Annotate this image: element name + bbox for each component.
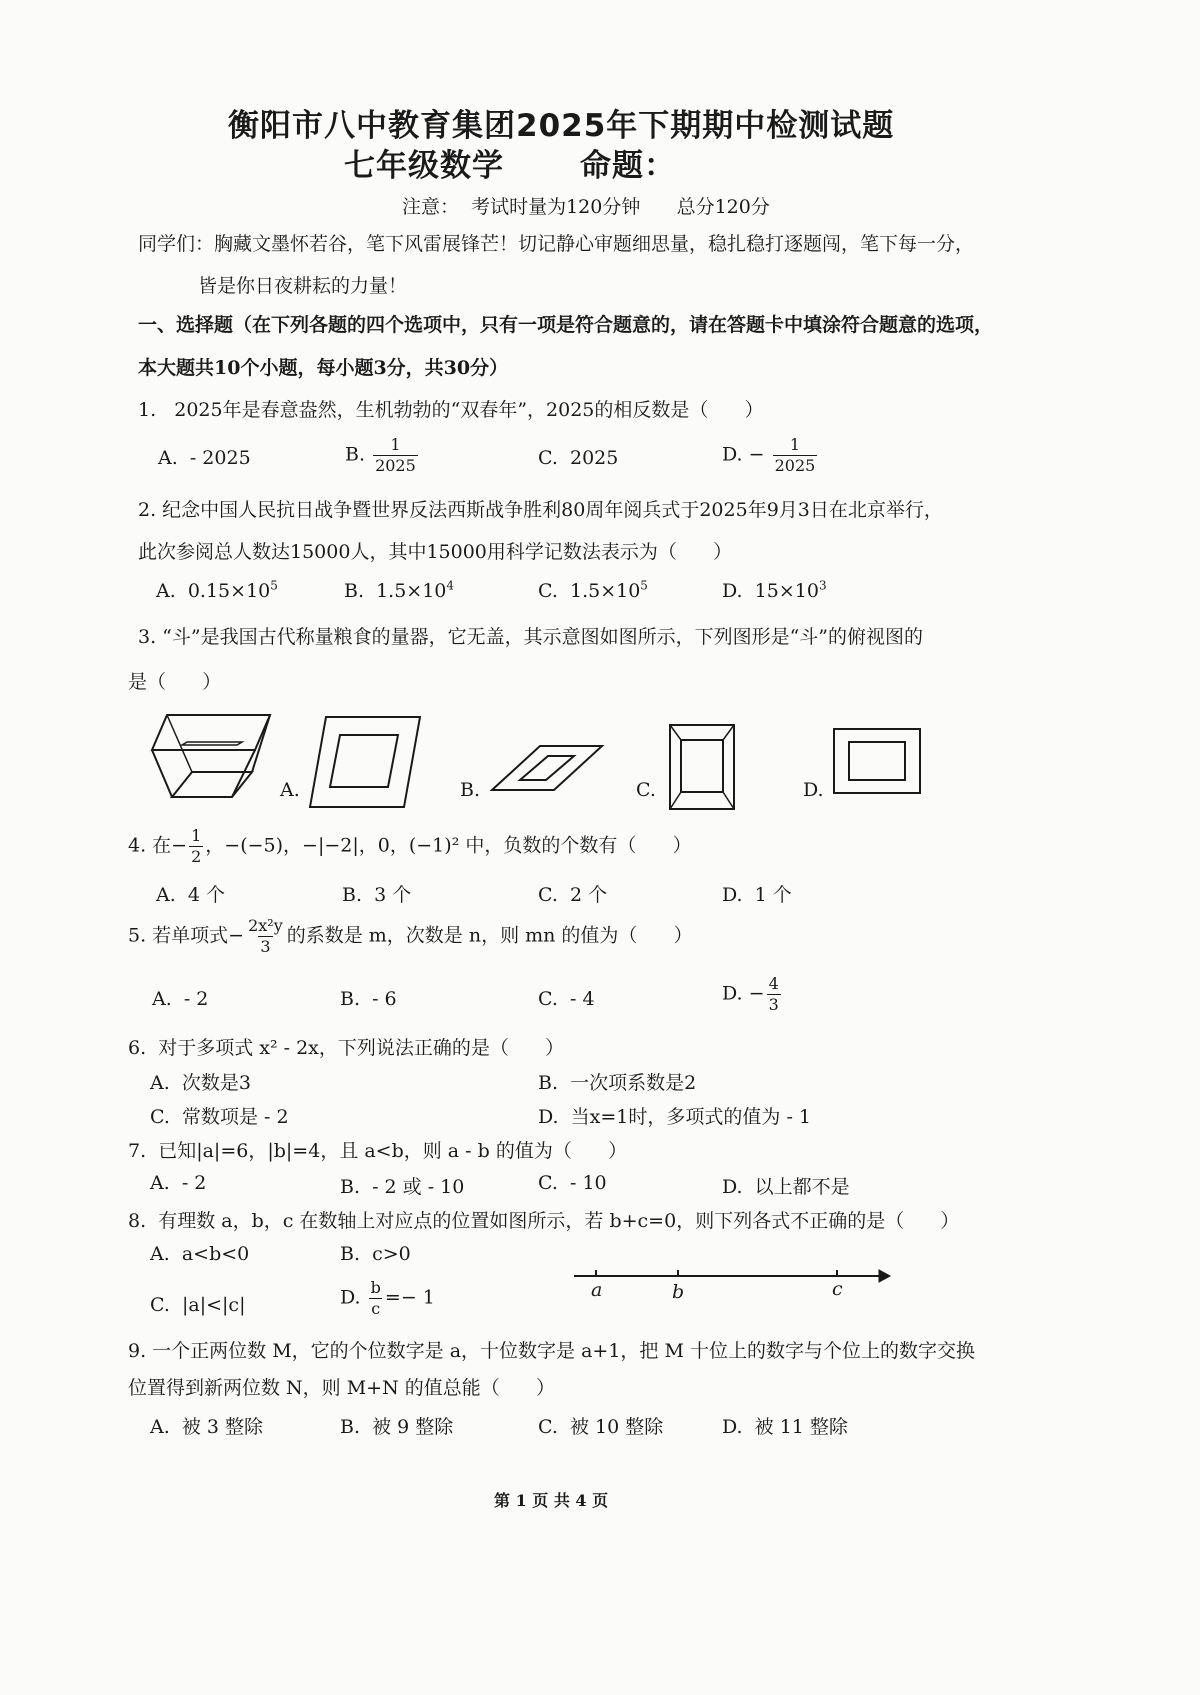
q7-option-a: A. - 2 xyxy=(150,1172,207,1194)
q7-option-c: C. - 10 xyxy=(538,1172,607,1194)
q7-option-d: D. 以上都不是 xyxy=(722,1176,850,1198)
q1-option-a: A. - 2025 xyxy=(158,447,251,469)
q1-option-b-fraction: $\frac{1}{2025}$ xyxy=(375,435,416,475)
q7-stem: 7. 已知|a|=6，|b|=4，且 a<b，则 a - b 的值为（ ） xyxy=(128,1140,628,1162)
q4-option-d: D. 1 个 xyxy=(722,884,792,906)
option-d-figure xyxy=(833,728,923,796)
q5-option-b: B. - 6 xyxy=(340,988,397,1010)
number-line-label-b: b xyxy=(672,1281,685,1303)
q2-stem-line-2: 此次参阅总人数达15000人，其中15000用科学记数法表示为（ ） xyxy=(138,541,733,563)
q4-stem-post: ，−(−5)，−|−2|，0，(−1)² 中，负数的个数有（ ） xyxy=(205,834,692,857)
q9-option-c: C. 被 10 整除 xyxy=(538,1416,664,1438)
q8-option-d-fraction: $\frac{b}{c}$ xyxy=(370,1278,381,1318)
q5-option-d xyxy=(722,976,783,1013)
q5-option-d-label: D. − xyxy=(722,982,765,1005)
q5-fraction: $\frac{\text{2x²y}}{3}$ xyxy=(248,916,283,956)
q3-option-c-label: C. xyxy=(636,779,656,801)
setter-label: 命题： xyxy=(580,148,676,184)
q4-option-b: B. 3 个 xyxy=(342,884,412,906)
q3-stem-line-2: 是（ ） xyxy=(128,671,222,693)
q9-option-d: D. 被 11 整除 xyxy=(722,1416,848,1438)
q5-stem xyxy=(128,918,693,955)
q5-stem-post: 的系数是 m，次数是 n，则 mn 的值为（ ） xyxy=(286,924,693,947)
q8-option-a: A. a<b<0 xyxy=(150,1243,250,1265)
q9-option-a: A. 被 3 整除 xyxy=(150,1416,264,1438)
q2-option-a: A. $0.15\times 10^5$ xyxy=(156,578,278,602)
q1-option-b xyxy=(345,437,420,474)
section-heading-line-2: 本大题共10个小题，每小题3分，共30分） xyxy=(138,357,509,379)
q2-stem-line-1: 2. 纪念中国人民抗日战争暨世界反法西斯战争胜利80周年阅兵式于2025年9月3日在北京举行， xyxy=(138,499,943,521)
q6-option-a: A. 次数是3 xyxy=(150,1072,251,1094)
q8-stem: 8. 有理数 a，b，c 在数轴上对应点的位置如图所示，若 b+c=0，则下列各式不正确的是（ ） xyxy=(128,1210,960,1232)
q3-option-b-label: B. xyxy=(460,779,481,801)
q9-option-b: B. 被 9 整除 xyxy=(340,1416,454,1438)
intro-line-1: 同学们：胸藏文墨怀若谷，笔下风雷展锋芒！切记静心审题细思量，稳扎稳打逐题闯，笔下每一分， xyxy=(138,233,975,255)
q1-stem: 1. 2025年是春意盎然，生机勃勃的“双春年”，2025的相反数是（ ） xyxy=(138,399,764,421)
option-a-figure xyxy=(310,715,420,809)
q4-option-a: A. 4 个 xyxy=(156,884,225,906)
option-c-figure xyxy=(669,724,735,810)
q5-stem-pre: 5. 若单项式− xyxy=(128,924,245,947)
number-line-label-a: a xyxy=(591,1279,603,1301)
q6-option-b: B. 一次项系数是2 xyxy=(538,1072,697,1094)
q8-option-d-label: D. xyxy=(340,1286,361,1309)
q7-option-b: B. - 2 或 - 10 xyxy=(340,1176,465,1198)
q1-option-d-fraction: $\frac{1}{2025}$ xyxy=(774,435,816,475)
q6-option-d: D. 当x=1时，多项式的值为 - 1 xyxy=(538,1106,811,1128)
q2-option-d: D. $15\times 10^3$ xyxy=(722,578,827,602)
q6-stem: 6. 对于多项式 x² - 2x，下列说法正确的是（ ） xyxy=(128,1037,565,1059)
section-heading-line-1: 一、选择题（在下列各题的四个选项中，只有一项是符合题意的，请在答题卡中填涂符合题意的选项， xyxy=(138,314,994,336)
q8-option-d-post: =− 1 xyxy=(384,1286,435,1309)
q2-option-c: C. $1.5\times 10^5$ xyxy=(538,578,648,602)
dou-figure xyxy=(152,712,282,802)
intro-line-2: 皆是你日夜耕耘的力量！ xyxy=(198,275,408,297)
number-line xyxy=(574,1268,894,1308)
subject-title: 七年级数学 xyxy=(344,148,504,184)
q3-stem-line-1: 3. “斗”是我国古代称量粮食的量器，它无盖，其示意图如图所示，下列图形是“斗”的俯视图的 xyxy=(138,626,924,648)
q9-stem-line-1: 9. 一个正两位数 M，它的个位数字是 a，十位数字是 a+1，把 M 十位上的数字与个位上的数字交换 xyxy=(128,1340,975,1362)
q5-option-a: A. - 2 xyxy=(152,988,209,1010)
q8-option-b: B. c>0 xyxy=(340,1243,411,1265)
number-line-label-c: c xyxy=(832,1278,843,1300)
q2-option-b: B. $1.5\times 10^4$ xyxy=(344,578,455,602)
q1-option-d-label: D. − xyxy=(722,443,765,466)
q5-option-d-fraction: $\frac{4}{3}$ xyxy=(768,974,779,1014)
q4-option-c: C. 2 个 xyxy=(538,884,608,906)
page-number: 第 1 页 共 4 页 xyxy=(494,1491,609,1510)
q1-option-b-label: B. xyxy=(345,443,366,466)
q3-option-a-label: A. xyxy=(280,779,300,801)
q4-fraction: $\frac{1}{2}$ xyxy=(191,826,202,866)
q4-stem xyxy=(128,828,692,865)
q8-option-c: C. |a|<|c| xyxy=(150,1294,246,1316)
q9-stem-line-2: 位置得到新两位数 N，则 M+N 的值总能（ ） xyxy=(128,1377,555,1399)
q4-stem-pre: 4. 在− xyxy=(128,834,188,857)
q1-option-c: C. 2025 xyxy=(538,447,619,469)
q8-option-d xyxy=(340,1280,435,1317)
q3-option-d-label: D. xyxy=(803,779,824,801)
exam-notice: 注意： 考试时量为120分钟 总分120分 xyxy=(402,196,770,218)
q1-option-d xyxy=(722,437,819,474)
exam-title: 衡阳市八中教育集团2025年下期期中检测试题 xyxy=(228,108,895,144)
q5-option-c: C. - 4 xyxy=(538,988,595,1010)
q6-option-c: C. 常数项是 - 2 xyxy=(150,1106,289,1128)
option-b-figure xyxy=(492,744,602,792)
